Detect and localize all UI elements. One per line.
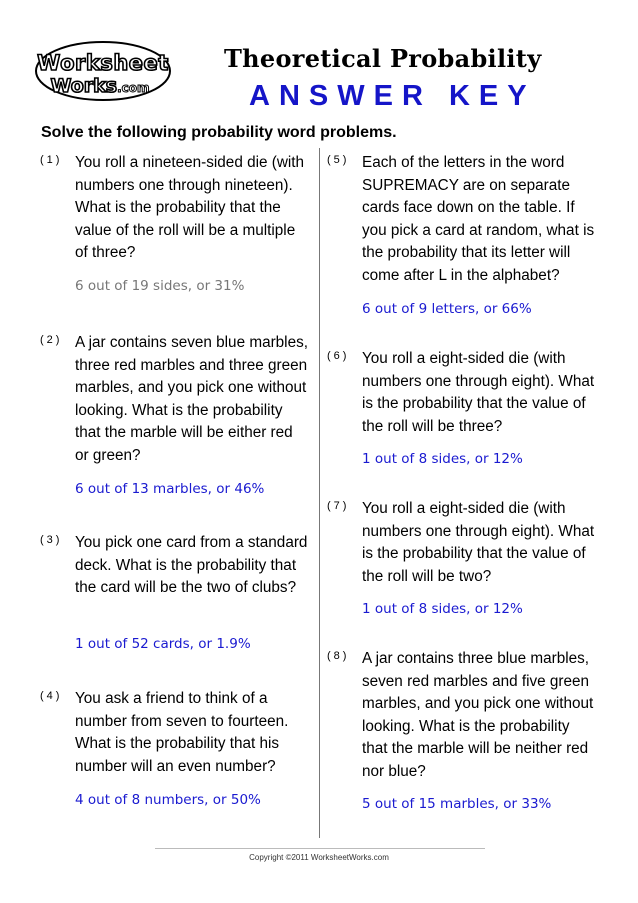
problem-number: (8)	[327, 650, 350, 662]
problem-answer: 5 out of 15 marbles, or 33%	[362, 796, 552, 812]
problem-question: You roll a eight-sided die (with numbers one through eight). What is the probability that the value of the roll will be two?	[362, 500, 595, 585]
problem-number: (4)	[40, 690, 63, 702]
instructions: Solve the following probability word problems.	[41, 124, 397, 141]
problem-answer: 1 out of 8 sides, or 12%	[362, 451, 523, 467]
footer-divider	[155, 848, 485, 849]
problem-question: You pick one card from a standard deck. What is the probability that the card will be the two of clubs?	[75, 534, 308, 596]
problem-number: (6)	[327, 350, 350, 362]
page-title: Theoretical Probability	[224, 44, 542, 73]
worksheetworks-logo	[34, 40, 172, 102]
problem-number: (7)	[327, 500, 350, 512]
problem-answer: 1 out of 52 cards, or 1.9%	[75, 636, 251, 652]
problem-answer: 6 out of 13 marbles, or 46%	[75, 481, 265, 497]
problem-question: A jar contains three blue marbles, seven red marbles and five green marbles, and you pick one without looking. What is the probability that the marble will be neither red nor blue?	[362, 650, 594, 780]
svg-text:Works.com: Works.com	[50, 75, 150, 97]
problem-question: You roll a eight-sided die (with numbers one through eight). What is the probability that the value of the roll will be three?	[362, 350, 595, 435]
problem-number: (1)	[40, 154, 63, 166]
problem-question: You roll a nineteen-sided die (with numbers one through nineteen). What is the probability that the value of the roll will be a multiple of three?	[75, 154, 305, 261]
problem-number: (5)	[327, 154, 350, 166]
problem-number: (2)	[40, 334, 63, 346]
problem-answer: 6 out of 19 sides, or 31%	[75, 278, 245, 294]
problem-answer: 1 out of 8 sides, or 12%	[362, 601, 523, 617]
problem-question: A jar contains seven blue marbles, three red marbles and three green marbles, and you pick one without looking. What is the probability that the marble will be either red or green?	[75, 334, 308, 464]
copyright-footer: Copyright ©2011 WorksheetWorks.com	[249, 853, 389, 862]
problem-number: (3)	[40, 534, 63, 546]
problem-answer: 4 out of 8 numbers, or 50%	[75, 792, 261, 808]
problem-question: Each of the letters in the word SUPREMACY are on separate cards face down on the table. If you pick a card at random, what is the probability that its letter will come after L in the alphabet?	[362, 154, 595, 284]
problem-question: You ask a friend to think of a number from seven to fourteen. What is the probability that his number will an even number?	[75, 690, 289, 775]
column-divider	[319, 148, 320, 838]
svg-text:Worksheet: Worksheet	[37, 51, 169, 75]
answer-key-subtitle: ANSWER KEY	[249, 80, 536, 112]
problem-answer: 6 out of 9 letters, or 66%	[362, 301, 532, 317]
